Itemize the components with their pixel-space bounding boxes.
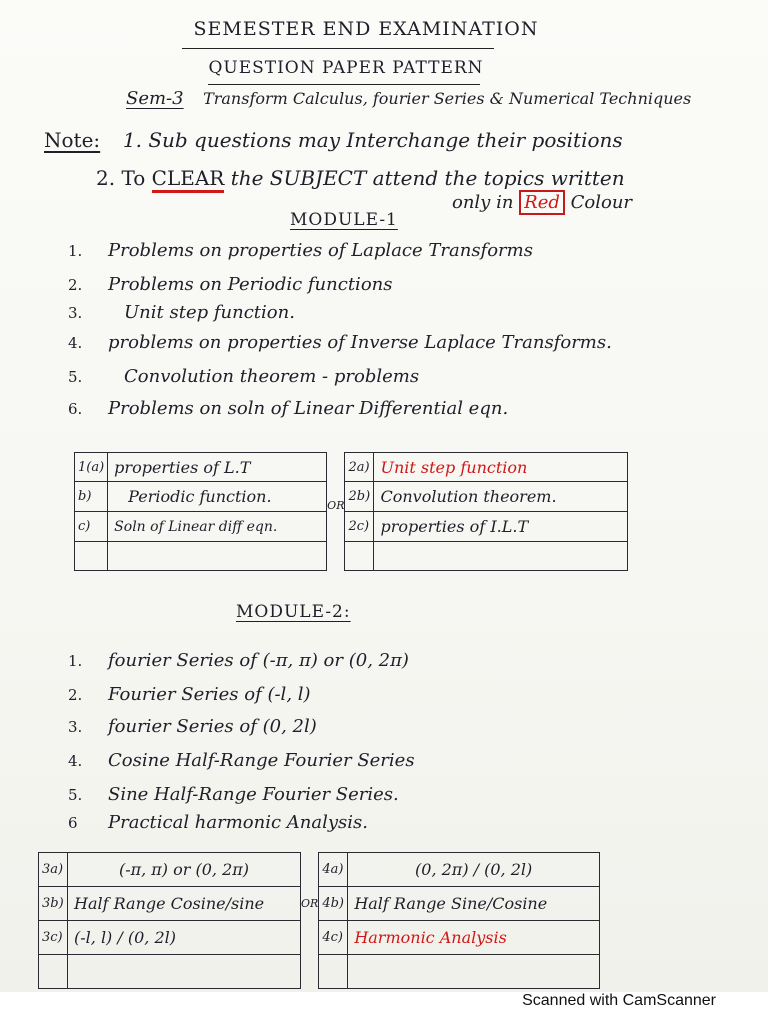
title-underline	[182, 48, 494, 49]
scanner-watermark: Scanned with CamScanner	[522, 992, 716, 1009]
module-2-question-table	[38, 852, 600, 989]
or-label: OR	[327, 482, 345, 512]
sem-label: Sem-3	[126, 88, 184, 109]
module-1-question-table	[74, 452, 628, 571]
table-row: c) Soln of Linear diff eqn. 2c) properties of I.L.T	[75, 512, 628, 542]
table-row: 3c) (-l, l) / (0, 2l) 4c) Harmonic Analysis	[39, 921, 600, 955]
note-line-1	[44, 128, 623, 152]
module-2-heading: MODULE-2:	[236, 602, 351, 622]
module-1-item: 2. Problems on Periodic functions	[68, 274, 393, 295]
module-2-item: 6 Practical harmonic Analysis.	[68, 812, 368, 833]
table-row: 3a) (-π, π) or (0, 2π) 4a) (0, 2π) / (0, 2l)	[39, 853, 600, 887]
module-1-item: 4. problems on properties of Inverse Laplace Transforms.	[68, 332, 612, 353]
note-text-2-rest: the SUBJECT attend the topics written	[230, 166, 625, 190]
page-title: SEMESTER END EXAMINATION	[193, 18, 539, 40]
table-row: 1(a) properties of L.T 2a) Unit step function	[75, 453, 628, 482]
table-row: 3b) Half Range Cosine/sine OR 4b) Half Range Sine/Cosine	[39, 887, 600, 921]
note-text-3-prefix: only in	[452, 192, 514, 213]
sem-subject: Transform Calculus, fourier Series & Numerical Techniques	[203, 89, 692, 108]
scanner-footer	[0, 992, 768, 1024]
module-2-item: 1. fourier Series of (-π, π) or (0, 2π)	[68, 650, 409, 671]
red-word: Red	[519, 190, 565, 215]
table-row: b) Periodic function. OR 2b) Convolution theorem.	[75, 482, 628, 512]
note-line-2	[96, 166, 625, 190]
note-line-3	[452, 192, 632, 213]
module-1-item: 6. Problems on soln of Linear Differential eqn.	[68, 398, 509, 419]
module-2-item: 3. fourier Series of (0, 2l)	[68, 716, 317, 737]
module-2-item: 5. Sine Half-Range Fourier Series.	[68, 784, 399, 805]
note-text-1: 1. Sub questions may Interchange their positions	[122, 128, 623, 152]
module-1-item: 3. Unit step function.	[68, 302, 295, 323]
clear-word: CLEAR	[152, 166, 225, 193]
module-2-item: 4. Cosine Half-Range Fourier Series	[68, 750, 415, 771]
module-1-heading: MODULE-1	[290, 210, 398, 230]
module-1-item: 1. Problems on properties of Laplace Transforms	[68, 240, 533, 261]
page-subtitle: QUESTION PAPER PATTERN	[208, 58, 484, 78]
subtitle-underline	[208, 84, 480, 85]
note-label: Note:	[44, 128, 101, 152]
module-2-item: 2. Fourier Series of (-l, l)	[68, 684, 311, 705]
or-label: OR	[301, 887, 319, 921]
note-text-2-prefix: 2. To	[96, 166, 146, 190]
sem-line	[126, 88, 691, 109]
module-1-item: 5. Convolution theorem - problems	[68, 366, 420, 387]
note-text-3-suffix: Colour	[570, 192, 633, 213]
